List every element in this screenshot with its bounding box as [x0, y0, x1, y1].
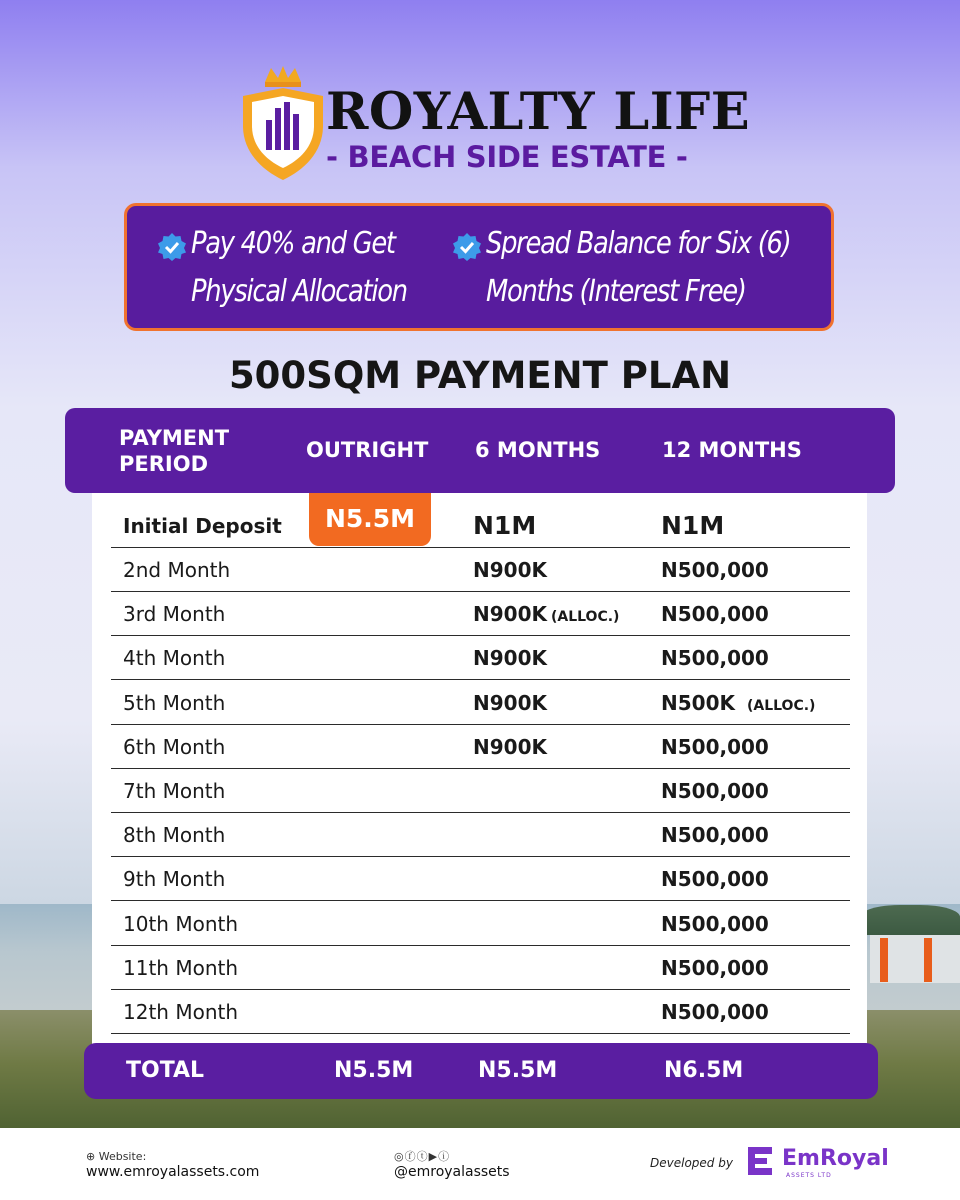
row-label: 8th Month — [123, 823, 226, 848]
row-label: 5th Month — [123, 690, 226, 715]
header-outright: OUTRIGHT — [306, 438, 429, 462]
table-row — [111, 857, 850, 901]
table-row — [111, 813, 850, 857]
row-12-months-value: N1M — [661, 511, 725, 540]
table-row — [111, 725, 850, 769]
plan-title: 500SQM PAYMENT PLAN — [228, 354, 732, 397]
amount: N500,000 — [661, 911, 769, 936]
row-12-months-value — [661, 592, 769, 636]
footer — [0, 1128, 960, 1200]
amount: N500,000 — [661, 1000, 769, 1024]
table-row-initial-deposit — [111, 504, 850, 548]
header-line: PAYMENT — [119, 426, 230, 450]
table-header — [65, 408, 895, 493]
brand-title: ROYALTY LIFE — [326, 82, 751, 142]
row-label: 9th Month — [123, 867, 226, 892]
table-row — [111, 902, 850, 946]
row-12-months-value — [661, 681, 815, 728]
youtube-icon[interactable]: ▶ — [428, 1150, 439, 1163]
row-12-months-value — [661, 636, 769, 680]
facebook-icon[interactable]: ⓕ — [404, 1150, 417, 1163]
amount: N900K — [473, 734, 547, 759]
header-6-months: 6 MONTHS — [475, 438, 601, 462]
table-row — [111, 946, 850, 990]
row-12-months-value — [661, 769, 769, 813]
allocation-tag: (ALLOC.) — [746, 697, 816, 714]
developer-name: EmRoyal — [782, 1146, 889, 1171]
promo-line: Physical Allocation — [191, 274, 407, 309]
row-label: 12th Month — [123, 1000, 239, 1024]
amount: N900K — [473, 690, 547, 715]
amount: N500,000 — [661, 602, 769, 627]
row-label: 4th Month — [123, 646, 226, 671]
website-link[interactable]: www.emroyalassets.com — [86, 1164, 260, 1180]
row-12-months-value — [661, 946, 769, 990]
row-6-months-value: N1M — [473, 511, 537, 540]
brand-subtitle: - BEACH SIDE ESTATE - — [326, 140, 688, 174]
developed-by-label: Developed by — [650, 1156, 733, 1170]
amount: N500,000 — [661, 955, 769, 980]
row-label: 6th Month — [123, 734, 226, 759]
outright-value-badge: N5.5M — [309, 493, 431, 546]
header-line: PERIOD — [119, 452, 209, 476]
amount: N500,000 — [661, 823, 769, 848]
fence-post — [924, 938, 932, 982]
table-row — [111, 681, 850, 725]
row-12-months-value — [661, 548, 769, 592]
amount: N900K — [473, 558, 547, 582]
row-6-months-value — [473, 548, 547, 592]
amount: N500K — [661, 690, 735, 715]
total-label: TOTAL — [126, 1058, 205, 1083]
treeline-background — [860, 905, 960, 935]
row-label: 3rd Month — [123, 602, 226, 627]
promo-line: Pay 40% and Get — [191, 226, 395, 261]
row-12-months-value — [661, 813, 769, 857]
amount: N500,000 — [661, 867, 769, 892]
fence-post — [880, 938, 888, 982]
emroyal-logo-icon — [745, 1144, 775, 1178]
row-label: 7th Month — [123, 779, 226, 803]
crown-shield-logo-icon — [238, 64, 328, 184]
row-label: 11th Month — [123, 955, 239, 980]
row-6-months-value — [473, 636, 547, 680]
amount: N500,000 — [661, 779, 769, 803]
header-payment-period — [119, 425, 229, 477]
instagram-icon[interactable]: ◎ — [394, 1150, 405, 1163]
promo-item-allocation — [191, 220, 407, 316]
promo-line: Spread Balance for Six (6) — [486, 226, 791, 261]
website-label — [86, 1150, 146, 1163]
promo-line: Months (Interest Free) — [486, 274, 746, 309]
social-icons — [394, 1148, 450, 1164]
promo-box — [124, 203, 834, 331]
total-bar — [84, 1043, 878, 1099]
table-row — [111, 769, 850, 813]
verified-check-icon — [157, 232, 187, 262]
amount: N500,000 — [661, 734, 769, 759]
total-outright: N5.5M — [334, 1058, 414, 1083]
globe-icon: ⊕ — [86, 1150, 96, 1163]
header-12-months: 12 MONTHS — [662, 438, 802, 462]
verified-check-icon — [452, 232, 482, 262]
allocation-tag: (ALLOC.) — [550, 609, 620, 626]
amount: N900K — [473, 602, 547, 627]
row-label: 10th Month — [123, 911, 239, 936]
amount: N500,000 — [661, 646, 769, 671]
row-12-months-value — [661, 857, 769, 901]
row-12-months-value — [661, 990, 769, 1034]
table-row — [111, 990, 850, 1034]
amount: N900K — [473, 646, 547, 671]
row-label: Initial Deposit — [123, 514, 282, 538]
social-handle[interactable]: @emroyalassets — [394, 1164, 510, 1180]
row-6-months-value — [473, 725, 547, 769]
row-12-months-value — [661, 902, 769, 946]
row-label: 2nd Month — [123, 558, 231, 582]
twitter-icon[interactable]: ⓣ — [416, 1150, 429, 1163]
row-12-months-value — [661, 725, 769, 769]
row-6-months-value — [473, 681, 547, 725]
row-6-months-value — [473, 592, 619, 639]
table-row — [111, 636, 850, 680]
website-label-text: Website: — [98, 1150, 147, 1163]
developer-sub: ASSETS LTD — [786, 1172, 832, 1179]
amount: N500,000 — [661, 558, 769, 582]
promo-item-spread-balance — [486, 220, 790, 316]
table-row — [111, 592, 850, 636]
linkedin-icon[interactable]: ⓘ — [438, 1150, 451, 1163]
total-6-months: N5.5M — [478, 1058, 558, 1083]
table-row — [111, 548, 850, 592]
total-12-months: N6.5M — [664, 1058, 744, 1083]
